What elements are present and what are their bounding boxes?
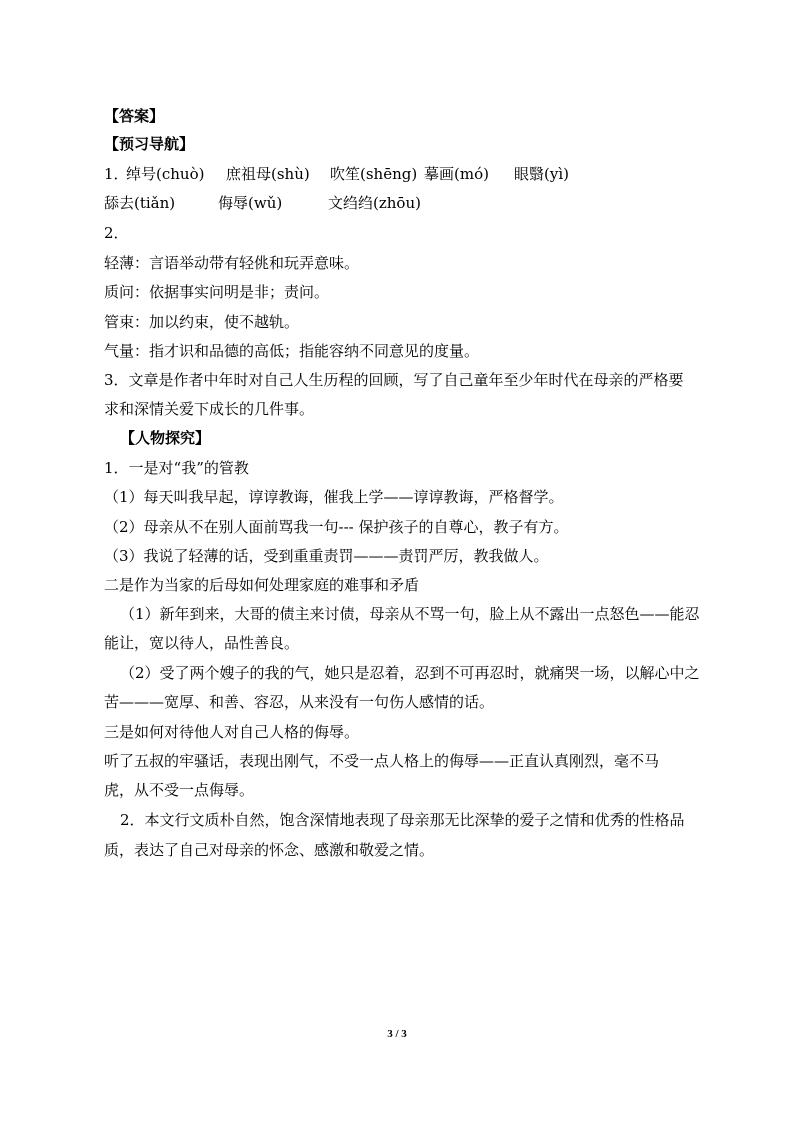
pinyin-word-chuo: 绰号(chuò) [126,165,205,183]
character-section-2-point-1-line-2: 能让，宽以待人，品性善良。 [104,634,300,652]
preview-heading: 【预习导航】 [104,135,195,153]
character-section-1-point-1: （1）每天叫我早起，谆谆教诲，催我上学——谆谆教诲，严格督学。 [104,488,564,506]
character-section-3-title: 三是如何对待他人对自己人格的侮辱。 [104,723,360,741]
character-section-1-point-3: （3）我说了轻薄的话，受到重重责罚———责罚严厉，教我做人。 [104,547,549,565]
character-section-2-point-1-line-1: （1）新年到来，大哥的债主来讨债，母亲从不骂一句，脸上从不露出一点怒色——能忍 [120,605,700,623]
summary-line-1: 2．本文行文质朴自然，饱含深情地表现了母亲那无比深挚的爱子之情和优秀的性格品 [120,811,685,829]
item-2-number: 2． [104,224,129,242]
character-heading: 【人物探究】 [120,429,211,447]
pinyin-word-shu: 庶祖母(shù) [226,165,310,183]
character-section-3-line-1: 听了五叔的牢骚话，表现出刚气，不受一点人格上的侮辱——正直认真刚烈，毫不马 [104,752,660,770]
definition-qiliang: 气量：指才识和品德的高低；指能容纳不同意见的度量。 [104,342,480,360]
pinyin-word-mo: 摹画(mó) [424,165,489,183]
pinyin-word-yi: 眼翳(yì) [514,165,569,183]
answer-heading: 【答案】 [104,107,165,125]
character-section-1-title: 1．一是对“我”的管教 [104,459,249,477]
character-section-2-point-2-line-1: （2）受了两个嫂子的我的气，她只是忍着，忍到不可再忍时，就痛哭一场，以解心中之 [120,664,700,682]
definition-zhiwen: 质问：依据事实问明是非；责问。 [104,283,330,301]
page-number: 3 / 3 [387,1028,407,1040]
pinyin-word-tian: 舔去(tiǎn) [104,194,176,212]
pinyin-word-wu: 侮辱(wǔ) [218,194,283,212]
definition-guanshu: 管束：加以约束，使不越轨。 [104,313,300,331]
item-3-line-2: 求和深情关爱下成长的几件事。 [104,400,315,418]
character-section-2-point-2-line-2: 苦———宽厚、和善、容忍，从来没有一句伤人感情的话。 [104,693,495,711]
pinyin-word-zhou: 文绉绉(zhōu) [328,194,421,212]
character-section-3-line-2: 虎，从不受一点侮辱。 [104,781,255,799]
item-3-line-1: 3．文章是作者中年时对自己人生历程的回顾，写了自己童年至少年时代在母亲的严格要 [104,371,684,389]
pinyin-row1-prefix: 1． [104,165,129,183]
summary-line-2: 质，表达了自己对母亲的怀念、感激和敬爱之情。 [104,841,435,859]
character-section-2-title: 二是作为当家的后母如何处理家庭的难事和矛盾 [104,576,420,594]
pinyin-word-sheng: 吹笙(shēng) [330,165,418,183]
character-section-1-point-2: （2）母亲从不在别人面前骂我一句--- 保护孩子的自尊心，教子有方。 [104,518,569,536]
definition-qingbo: 轻薄：言语举动带有轻佻和玩弄意味。 [104,254,360,272]
